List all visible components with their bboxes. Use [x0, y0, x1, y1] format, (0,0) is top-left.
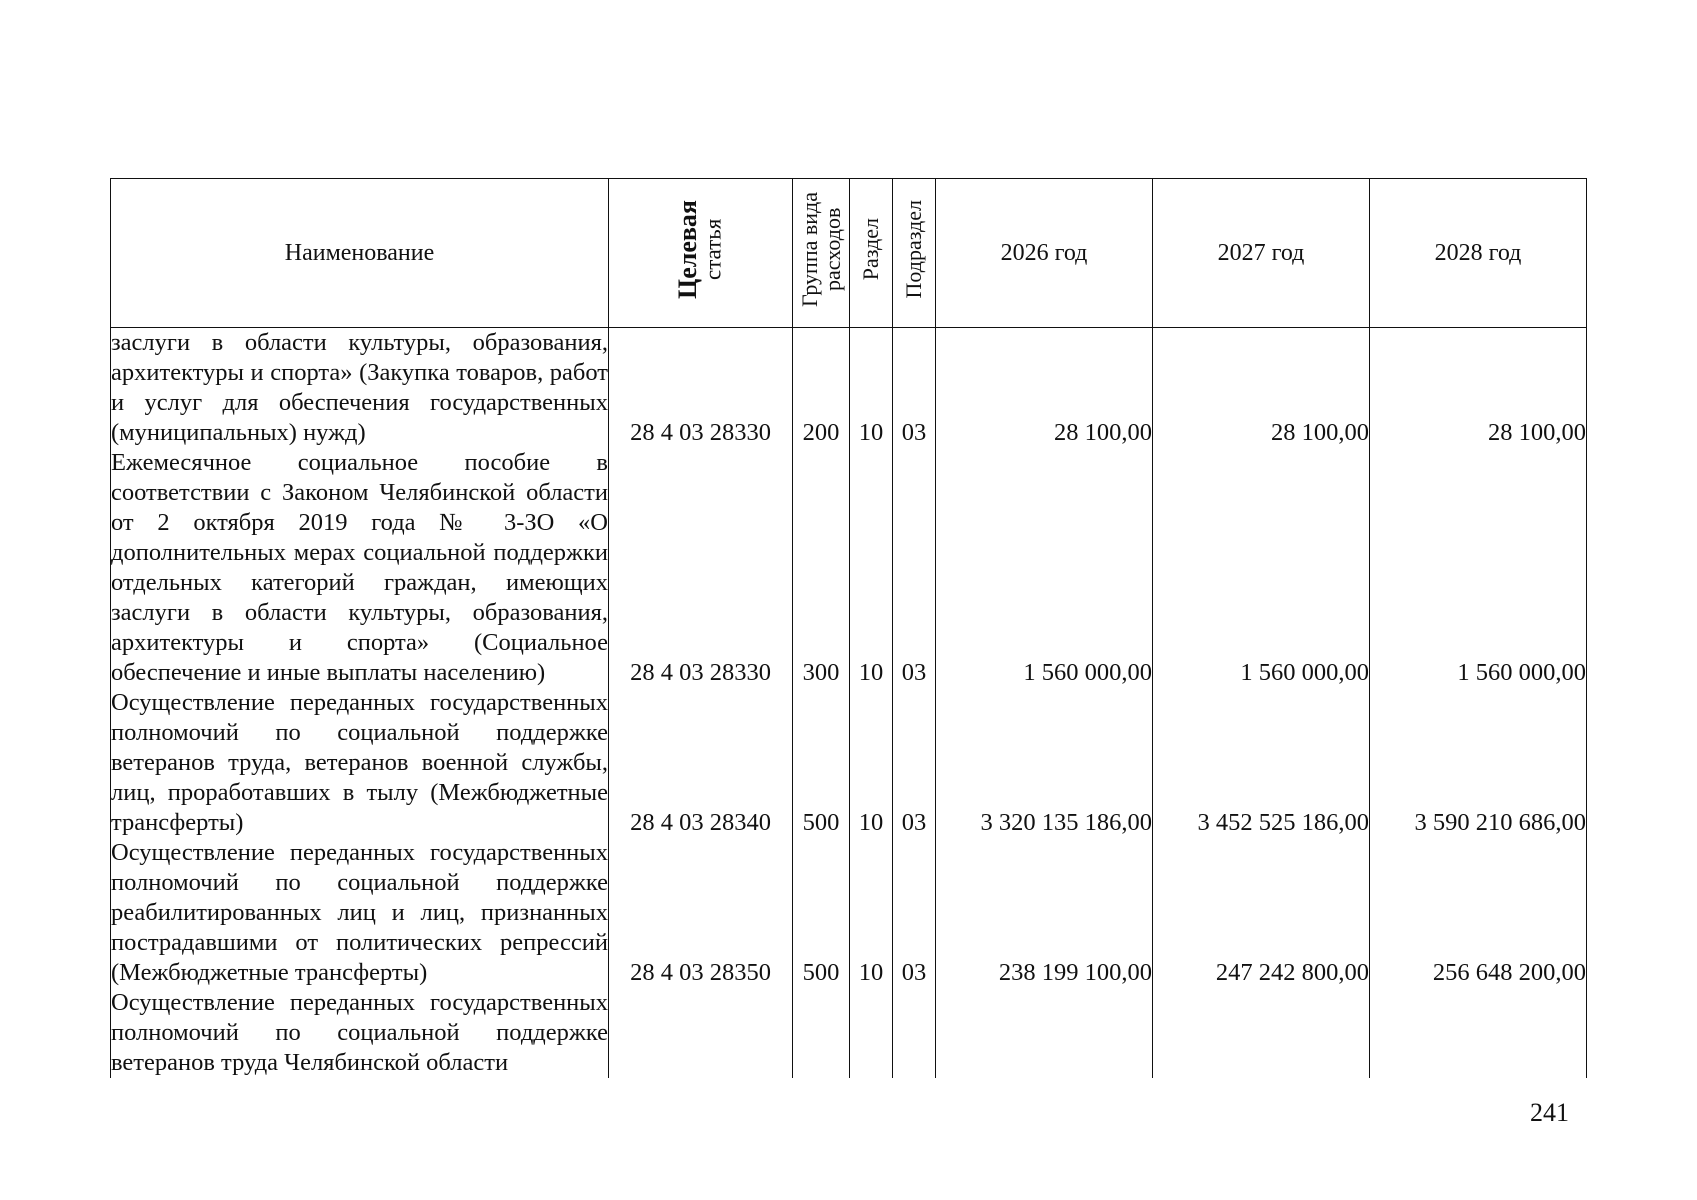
row-name: заслуги в области культуры, образования, архитектуры и спорта» (Закупка товаров, работ и услуг для обеспечения государственных (муниципальных) нужд) — [111, 329, 608, 446]
row-2028: 3 590 210 686,00 — [1370, 688, 1587, 838]
table-row — [111, 328, 1587, 449]
row-2026: 3 320 135 186,00 — [936, 688, 1153, 838]
table-row — [111, 988, 1587, 1078]
row-target — [609, 988, 793, 1078]
header-2026: 2026 год — [936, 179, 1153, 328]
row-2026 — [936, 988, 1153, 1078]
row-2027: 247 242 800,00 — [1153, 838, 1370, 988]
header-target-line1: Целевая — [673, 200, 703, 299]
row-section: 10 — [850, 688, 893, 838]
header-name: Наименование — [111, 179, 609, 328]
row-target: 28 4 03 28330 — [609, 448, 793, 688]
row-2027: 28 100,00 — [1153, 328, 1370, 449]
table-header-row — [111, 179, 1587, 328]
row-subsection: 03 — [893, 838, 936, 988]
row-2026: 1 560 000,00 — [936, 448, 1153, 688]
row-section: 10 — [850, 328, 893, 449]
table-row — [111, 448, 1587, 688]
row-group: 500 — [793, 688, 850, 838]
header-2028: 2028 год — [1370, 179, 1587, 328]
row-section: 10 — [850, 838, 893, 988]
page-number: 241 — [1530, 1098, 1569, 1127]
row-2028 — [1370, 988, 1587, 1078]
table-row — [111, 838, 1587, 988]
row-subsection: 03 — [893, 448, 936, 688]
row-target: 28 4 03 28350 — [609, 838, 793, 988]
row-group: 300 — [793, 448, 850, 688]
row-section: 10 — [850, 448, 893, 688]
header-target-line2: статья — [700, 218, 726, 281]
header-section: Раздел — [850, 179, 893, 328]
row-2026: 238 199 100,00 — [936, 838, 1153, 988]
row-target: 28 4 03 28330 — [609, 328, 793, 449]
header-group-line1: Группа вида — [796, 192, 822, 307]
row-group: 500 — [793, 838, 850, 988]
row-2028: 256 648 200,00 — [1370, 838, 1587, 988]
row-target: 28 4 03 28340 — [609, 688, 793, 838]
row-group — [793, 988, 850, 1078]
budget-table-container — [110, 178, 1586, 1078]
row-subsection — [893, 988, 936, 1078]
header-subsection: Подраздел — [893, 179, 936, 328]
row-subsection: 03 — [893, 328, 936, 449]
header-2027: 2027 год — [1153, 179, 1370, 328]
row-2027 — [1153, 988, 1370, 1078]
row-2028: 1 560 000,00 — [1370, 448, 1587, 688]
header-group — [793, 179, 850, 328]
row-subsection: 03 — [893, 688, 936, 838]
header-target — [609, 179, 793, 328]
row-group: 200 — [793, 328, 850, 449]
row-name: Осуществление переданных государственных полномочий по социальной поддержке ветеранов труда Челябинской области — [111, 989, 608, 1076]
table-row — [111, 688, 1587, 838]
row-2027: 1 560 000,00 — [1153, 448, 1370, 688]
row-name: Ежемесячное социальное пособие в соответствии с Законом Челябинской области от 2 октября 2019 года № 3-ЗО «О дополнительных мерах социальной поддержки отдельных категорий граждан, имеющих заслуги в области культуры, образования, архитектуры и спорта» (Социальное обеспечение и иные выплаты населению) — [111, 449, 608, 686]
row-name: Осуществление переданных государственных полномочий по социальной поддержке ветеранов труда, ветеранов военной службы, лиц, проработавших в тылу (Межбюджетные трансферты) — [111, 689, 608, 836]
header-group-line2: расходов — [820, 207, 845, 292]
row-2027: 3 452 525 186,00 — [1153, 688, 1370, 838]
row-2028: 28 100,00 — [1370, 328, 1587, 449]
row-name: Осуществление переданных государственных полномочий по социальной поддержке реабилитированных лиц и лиц, признанных пострадавшими от политических репрессий (Межбюджетные трансферты) — [111, 839, 608, 986]
row-2026: 28 100,00 — [936, 328, 1153, 449]
row-section — [850, 988, 893, 1078]
budget-table — [110, 178, 1587, 1078]
